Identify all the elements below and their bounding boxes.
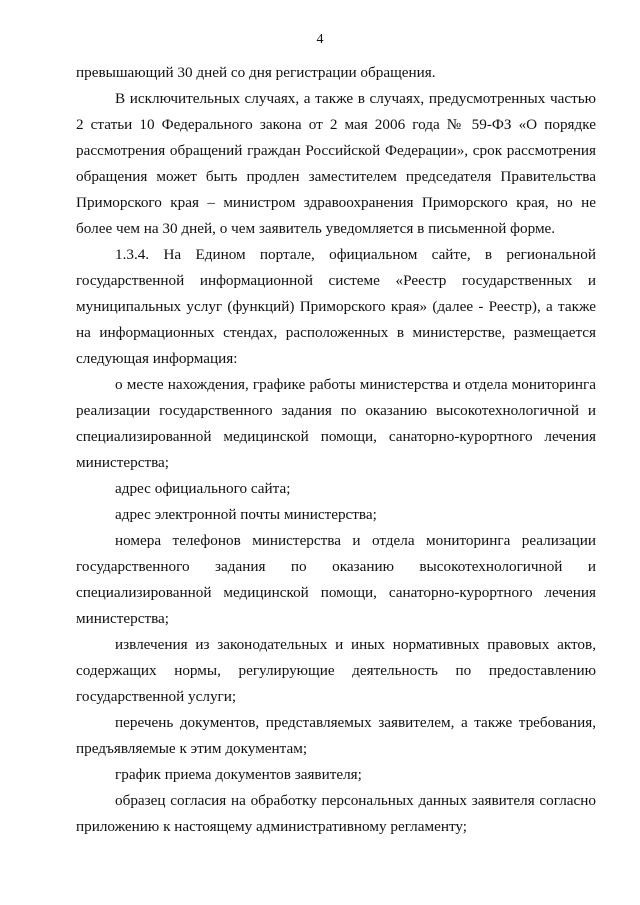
page-number: 4 (316, 32, 324, 47)
list-item-location: о месте нахождения, графике работы министерства и отдела мониторинга реализации государственного задания по оказанию высокотехнологичной и специализированной медицинской помощи, санаторно-курортного лечения министерства; (76, 376, 596, 471)
list-item-schedule: график приема документов заявителя; (115, 766, 362, 783)
list-item-legal-extracts: извлечения из законодательных и иных нормативных правовых актов, содержащих нормы, регулирующие деятельность по предоставлению государственной услуги; (76, 636, 596, 705)
list-item-email: адрес электронной почты министерства; (115, 506, 377, 523)
document-body (76, 60, 596, 840)
list-item-phones: номера телефонов министерства и отдела мониторинга реализации государственного задания по оказанию высокотехнологичной и специализированной медицинской помощи, санаторно-курортного лечения министерства; (76, 532, 596, 627)
paragraph-continuation: превышающий 30 дней со дня регистрации обращения. (76, 64, 436, 81)
list-item-consent-sample: образец согласия на обработку персональных данных заявителя согласно приложению к настоящему административному регламенту; (76, 792, 596, 835)
list-item-documents: перечень документов, представляемых заявителем, а также требования, предъявляемые к этим документам; (76, 714, 596, 757)
paragraph-1-3-4: 1.3.4. На Едином портале, официальном сайте, в региональной государственной информационной системе «Реестр государственных и муниципальных услуг (функций) Приморского края» (далее - Реестр), а также на информационных стендах, расположенных в министерстве, размещается следующая информация: (76, 246, 596, 367)
list-item-website: адрес официального сайта; (115, 480, 291, 497)
paragraph-exceptional-cases: В исключительных случаях, а также в случаях, предусмотренных частью 2 статьи 10 Федерального закона от 2 мая 2006 года № 59-ФЗ «О порядке рассмотрения обращений граждан Российской Федерации», срок рассмотрения обращения может быть продлен заместителем председателя Правительства Приморского края – министром здравоохранения Приморского края, но не более чем на 30 дней, о чем заявитель уведомляется в письменной форме. (76, 90, 596, 237)
